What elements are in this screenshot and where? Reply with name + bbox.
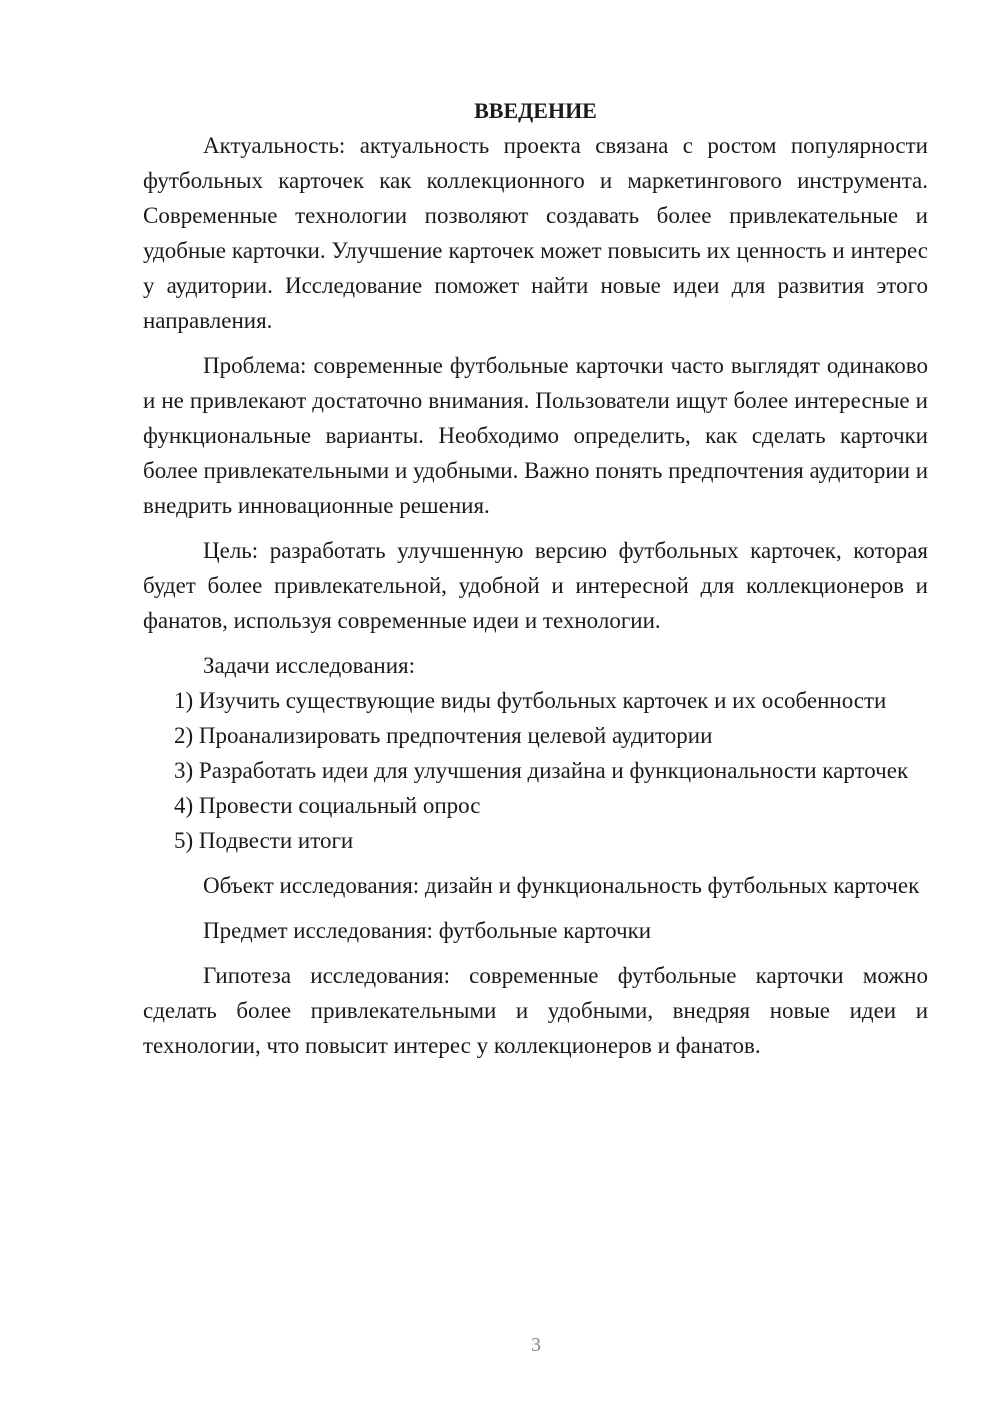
page-content xyxy=(143,93,928,1063)
list-item: 1) Изучить существующие виды футбольных карточек и их особенности xyxy=(174,688,887,713)
list-item: 3) Разработать идеи для улучшения дизайна и функциональности карточек xyxy=(174,758,909,783)
paragraph-actuality: Актуальность: актуальность проекта связана с ростом популярности футбольных карточек как коллекционного и маркетингового инструмента. Современные технологии позволяют создавать более привлекательные и удобные карточки. Улучшение карточек может повысить их ценность и интерес у аудитории. Исследование поможет найти новые идеи для развития этого направления. xyxy=(143,133,928,333)
paragraph-goal: Цель: разработать улучшенную версию футбольных карточек, которая будет более привлекательной, удобной и интересной для коллекционеров и фанатов, используя современные идеи и технологии. xyxy=(143,538,928,633)
section-title: ВВЕДЕНИЕ xyxy=(474,98,597,123)
list-item: 4) Провести социальный опрос xyxy=(174,793,481,818)
page-number: 3 xyxy=(531,1334,541,1356)
paragraph-problem: Проблема: современные футбольные карточки часто выглядят одинаково и не привлекают достаточно внимания. Пользователи ищут более интересные и функциональные варианты. Необходимо определить, как сделать карточки более привлекательными и удобными. Важно понять предпочтения аудитории и внедрить инновационные решения. xyxy=(143,353,928,518)
list-item: 2) Проанализировать предпочтения целевой аудитории xyxy=(174,723,713,748)
paragraph-subject: Предмет исследования: футбольные карточки xyxy=(203,918,652,943)
tasks-list xyxy=(143,683,928,858)
paragraph-hypothesis: Гипотеза исследования: современные футбольные карточки можно сделать более привлекательными и удобными, внедряя новые идеи и технологии, что повысит интерес у коллекционеров и фанатов. xyxy=(143,963,928,1058)
list-item: 5) Подвести итоги xyxy=(174,828,354,853)
tasks-heading: Задачи исследования: xyxy=(203,653,416,678)
paragraph-object: Объект исследования: дизайн и функциональность футбольных карточек xyxy=(203,873,920,898)
